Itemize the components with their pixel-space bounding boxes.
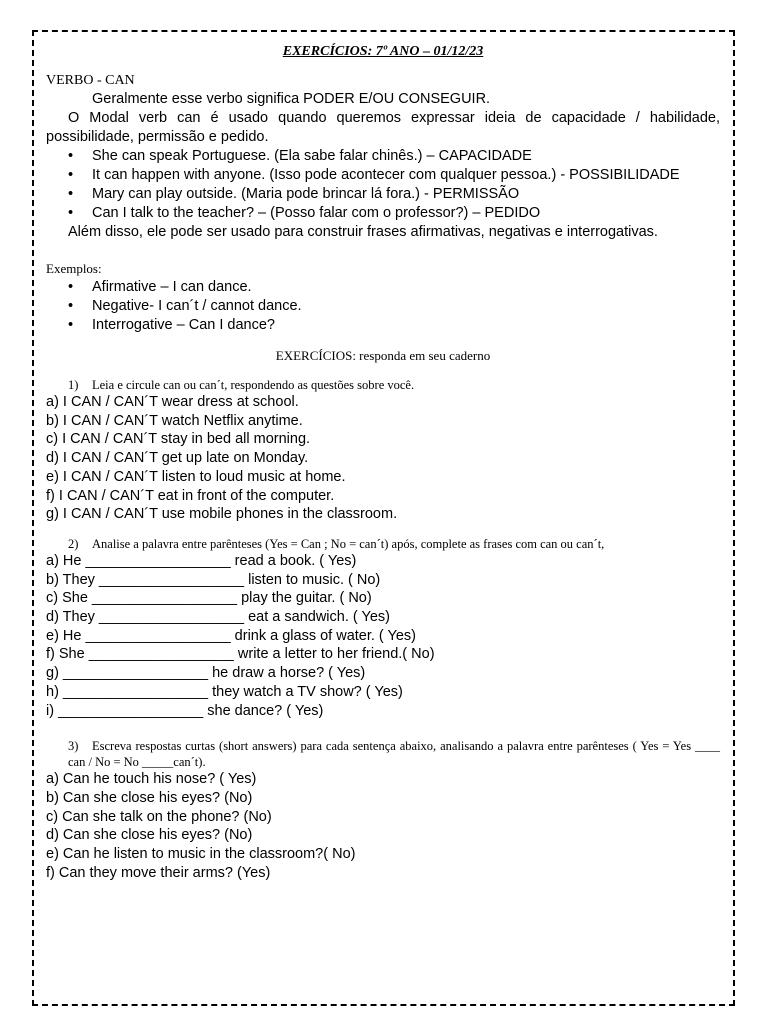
list-item: c) She __________________ play the guitar. ( No) <box>46 590 372 607</box>
list-item: • Can I talk to the teacher? – (Posso falar com o professor?) – PEDIDO <box>68 205 541 221</box>
list-item: a) Can he touch his nose? ( Yes) <box>46 771 257 788</box>
question-2-instruction: 2) Analise a palavra entre parênteses (Yes = Can ; No = can´t) após, complete as frases com can ou can´t, <box>68 536 605 551</box>
list-item: c) Can she talk on the phone? (No) <box>46 808 272 825</box>
usage-list <box>46 147 720 223</box>
list-item: f) Can they move their arms? (Yes) <box>46 864 271 881</box>
intro-paragraph-1: Geralmente esse verbo significa PODER E/OU CONSEGUIR. <box>92 91 491 107</box>
examples-label: Exemplos: <box>46 261 102 276</box>
bullet-icon: • <box>68 167 74 183</box>
list-item: • Mary can play outside. (Maria pode brincar lá fora.) - PERMISSÃO <box>68 186 520 202</box>
bullet-icon: • <box>68 148 74 164</box>
list-item: e) Can he listen to music in the classroom?( No) <box>46 846 356 863</box>
list-item: d) They __________________ eat a sandwich. ( Yes) <box>46 609 390 626</box>
list-item: a) I CAN / CAN´T wear dress at school. <box>46 394 299 410</box>
list-item: a) He __________________ read a book. ( Yes) <box>46 552 357 569</box>
exercises-title: EXERCÍCIOS: responda em seu caderno <box>275 348 491 363</box>
list-item: • Interrogative – Can I dance? <box>68 317 275 333</box>
list-item: c) I CAN / CAN´T stay in bed all morning. <box>46 431 311 448</box>
list-item: b) I CAN / CAN´T watch Netflix anytime. <box>46 412 303 429</box>
bullet-icon: • <box>68 317 74 333</box>
list-item: i) __________________ she dance? ( Yes) <box>46 702 324 719</box>
intro-paragraph-2: O Modal verb can é usado quando queremos expressar ideia de capacidade / habilidade, possibilidade, permissão e pedido. <box>46 110 720 145</box>
list-item: • Afirmative – I can dance. <box>68 279 252 295</box>
list-item: • It can happen with anyone. (Isso pode acontecer com qualquer pessoa.) - POSSIBILIDADE <box>68 167 680 183</box>
list-item: • Negative- I can´t / cannot dance. <box>68 298 302 314</box>
list-item: h) __________________ they watch a TV show? ( Yes) <box>46 683 403 700</box>
list-item: d) I CAN / CAN´T get up late on Monday. <box>46 450 309 467</box>
list-item: d) Can she close his eyes? (No) <box>46 827 253 844</box>
list-item: b) They __________________ listen to music. ( No) <box>46 571 381 588</box>
examples-list <box>46 278 720 335</box>
list-item: f) She __________________ write a letter to her friend.( No) <box>46 646 435 663</box>
question-1-instruction: 1) Leia e circule can ou can´t, respondendo as questões sobre você. <box>68 378 415 392</box>
section-heading: VERBO - CAN <box>46 73 135 88</box>
document-body <box>46 42 720 882</box>
list-item: e) He __________________ drink a glass of water. ( Yes) <box>46 627 417 644</box>
question-2-items <box>46 552 720 720</box>
page-title: EXERCÍCIOS: 7º ANO – 01/12/23 <box>282 44 484 59</box>
list-item: g) I CAN / CAN´T use mobile phones in the classroom. <box>46 506 398 523</box>
question-1-items <box>46 393 720 524</box>
list-item: g) __________________ he draw a horse? ( Yes) <box>46 665 366 682</box>
bullet-icon: • <box>68 205 74 221</box>
list-item: e) I CAN / CAN´T listen to loud music at home. <box>46 468 346 485</box>
list-item: b) Can she close his eyes? (No) <box>46 789 253 806</box>
bullet-icon: • <box>68 298 74 314</box>
list-item: • She can speak Portuguese. (Ela sabe falar chinês.) – CAPACIDADE <box>68 148 532 164</box>
closing-paragraph: Além disso, ele pode ser usado para construir frases afirmativas, negativas e interrogativas. <box>68 224 658 240</box>
bullet-icon: • <box>68 186 74 202</box>
question-3-items <box>46 770 720 882</box>
question-3-instruction: 3) Escreva respostas curtas (short answers) para cada sentença abaixo, analisando a palavra entre parênteses ( Yes = Yes ____ can / No = No _____can´t). <box>68 739 720 770</box>
list-item: f) I CAN / CAN´T eat in front of the computer. <box>46 487 335 504</box>
bullet-icon: • <box>68 279 74 295</box>
